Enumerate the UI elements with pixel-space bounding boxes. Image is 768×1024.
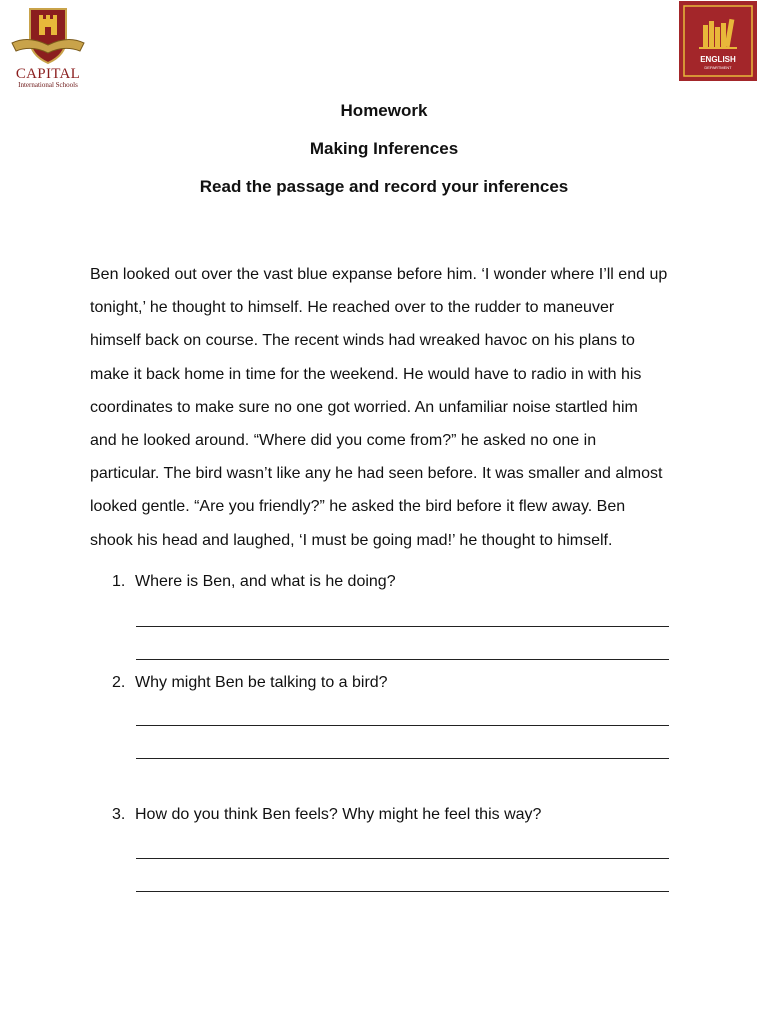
page-subtitle: Making Inferences [309, 139, 459, 158]
question-text: Why might Ben be talking to a bird? [135, 674, 388, 691]
question-text: Where is Ben, and what is he doing? [135, 573, 396, 590]
passage-line: and he looked around. “Where did you come from?” he asked no one in [90, 432, 597, 450]
passage-line: shook his head and laughed, ‘I must be going mad!’ he thought to himself. [90, 531, 613, 549]
school-name: CAPITAL [15, 66, 81, 82]
passage-line: particular. The bird wasn’t like any he had seen before. It was smaller and almost [90, 465, 663, 483]
school-logo [8, 5, 88, 89]
page-title: Homework [340, 101, 428, 120]
answer-line[interactable] [136, 626, 669, 627]
passage-line: tonight,’ he thought to himself. He reached over to the rudder to maneuver [90, 299, 615, 317]
question-number: 3. [112, 806, 126, 823]
question-3 [112, 806, 541, 824]
question-text: How do you think Ben feels? Why might he feel this way? [135, 806, 542, 823]
passage-line: looked gentle. “Are you friendly?” he asked the bird before it flew away. Ben [90, 498, 626, 516]
school-subtitle: International Schools [18, 81, 78, 89]
crest-icon [8, 5, 88, 67]
reading-passage [90, 258, 690, 557]
question-1 [112, 573, 396, 591]
answer-line[interactable] [136, 758, 669, 759]
books-icon [679, 1, 757, 81]
answer-line[interactable] [136, 858, 669, 859]
instruction: Read the passage and record your inferences [199, 177, 569, 196]
question-number: 2. [112, 674, 126, 691]
answer-line[interactable] [136, 725, 669, 726]
passage-line: himself back on course. The recent winds had wreaked havoc on his plans to [90, 332, 635, 350]
answer-line[interactable] [136, 891, 669, 892]
passage-line: Ben looked out over the vast blue expanse before him. ‘I wonder where I’ll end up [90, 266, 668, 283]
question-2 [112, 674, 388, 692]
answer-line[interactable] [136, 659, 669, 660]
question-number: 1. [112, 573, 126, 590]
department-logo [679, 1, 757, 81]
department-line2: DEPARTMENT [704, 65, 732, 70]
passage-line: make it back home in time for the weekend. He would have to radio in with his [90, 365, 642, 383]
heading-block [0, 92, 768, 206]
department-line1: ENGLISH [700, 55, 736, 64]
passage-line: coordinates to make sure no one got worried. An unfamiliar noise startled him [90, 398, 638, 416]
